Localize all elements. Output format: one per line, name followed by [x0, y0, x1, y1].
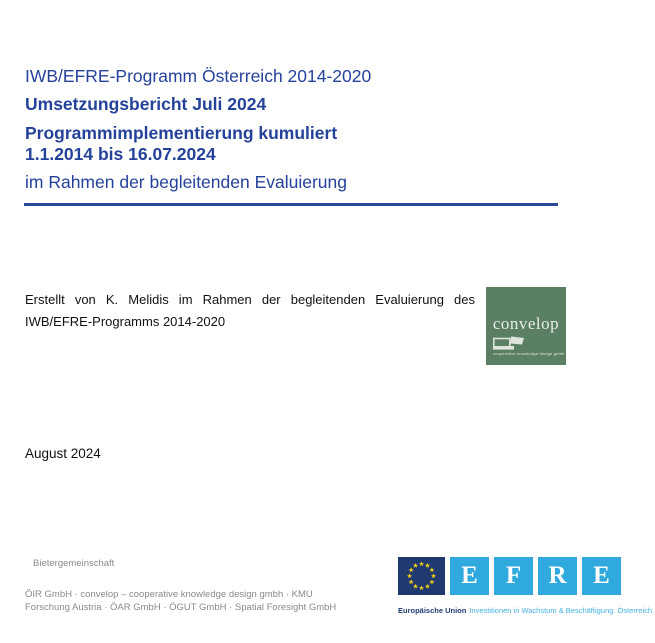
publication-date: August 2024: [25, 446, 101, 461]
eu-caption: Europäische Union: [398, 606, 467, 615]
efre-letter-tile-2: F: [494, 557, 533, 595]
report-subtitle: [25, 123, 371, 165]
consortium-members-line2: Forschung Austria · ÖAR GmbH · ÖGUT GmbH · Spatial Foresight GmbH: [25, 601, 337, 613]
report-subtitle-line1: Programmimplementierung kumuliert: [25, 123, 338, 143]
title-divider: [24, 203, 558, 206]
efre-logo-row: [398, 557, 630, 595]
convelop-logo: [486, 287, 566, 365]
report-subtitle-line2: 1.1.2014 bis 16.07.2024: [25, 144, 216, 164]
efre-caption-subtitle: Investitionen in Wachstum & Beschäftigung. Österreich.: [469, 606, 655, 615]
eu-flag-icon: [398, 557, 445, 595]
consortium-label: Bietergemeinschaft: [33, 558, 115, 569]
title-block: [25, 66, 371, 192]
efre-letter-tile-4: E: [582, 557, 621, 595]
efre-eu-logo: [398, 557, 655, 618]
consortium-members-line1: ÖIR GmbH · convelop – cooperative knowledge design gmbh · KMU: [25, 589, 313, 600]
report-context: im Rahmen der begleitenden Evaluierung: [25, 172, 348, 192]
prepared-by-text: Erstellt von K. Melidis im Rahmen der begleitenden Evaluierung des IWB/EFRE-Programms 2014-2020: [25, 292, 475, 329]
efre-letter-tile-1: E: [450, 557, 489, 595]
convelop-logo-tagline: cooperative knowledge design gmbh: [493, 351, 565, 356]
report-title: Umsetzungsbericht Juli 2024: [25, 94, 267, 114]
efre-logo-caption: [398, 600, 655, 618]
program-title: IWB/EFRE-Programm Österreich 2014-2020: [25, 66, 372, 86]
efre-letter-tile-3: R: [538, 557, 577, 595]
convelop-logo-wordmark: convelop: [492, 314, 560, 333]
consortium-members: [25, 589, 336, 614]
